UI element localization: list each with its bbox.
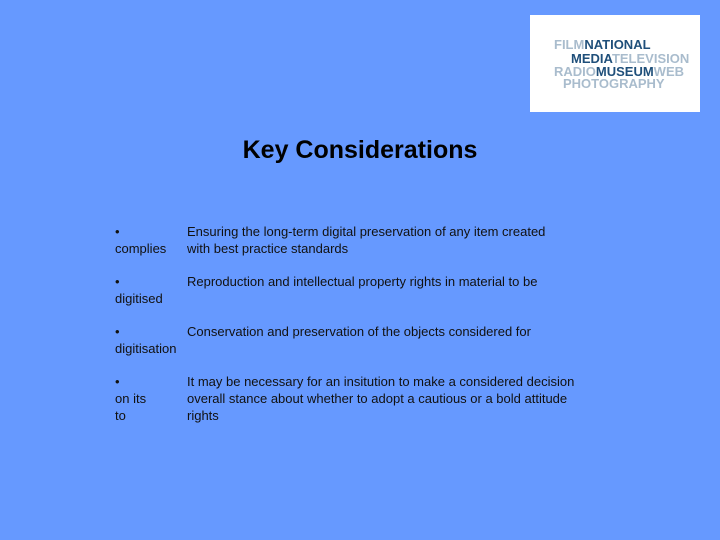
bullet-left-text: digitisation <box>115 341 177 356</box>
logo-line-4: PHOTOGRAPHY <box>563 76 665 91</box>
bullet-text-line: overall stance about whether to adopt a cautious or a bold attitude <box>187 391 568 406</box>
bullet-marker: • <box>115 374 120 389</box>
bullet-item <box>115 223 675 257</box>
bullet-list <box>115 223 675 440</box>
bullet-text-line: Ensuring the long-term digital preservation of any item created <box>187 224 546 239</box>
bullet-left-col <box>115 273 185 307</box>
bullet-text <box>187 273 675 307</box>
bullet-marker: • <box>115 224 120 239</box>
bullet-text <box>187 373 675 424</box>
bullet-left-col <box>115 223 185 257</box>
bullet-text <box>187 223 675 257</box>
logo-line-3: RADIOMUSEUMWEB <box>554 64 685 79</box>
bullet-text-line: Conservation and preservation of the objects considered for <box>187 324 531 339</box>
bullet-left-text: to <box>115 408 126 423</box>
logo-wordmark <box>530 15 700 112</box>
bullet-text-spacer <box>187 340 675 357</box>
slide-title: Key Considerations <box>242 136 478 164</box>
bullet-text-line: It may be necessary for an insitution to make a considered decision <box>187 374 575 389</box>
logo-line-1: FILMNATIONAL <box>554 37 651 52</box>
bullet-left-col <box>115 373 185 424</box>
bullet-text-line: Reproduction and intellectual property rights in material to be <box>187 274 538 289</box>
museum-logo <box>530 15 700 112</box>
bullet-item <box>115 323 675 357</box>
bullet-item <box>115 273 675 307</box>
bullet-text-line: rights <box>187 408 219 423</box>
bullet-marker: • <box>115 324 120 339</box>
bullet-item <box>115 373 675 424</box>
bullet-left-text: complies <box>115 241 167 256</box>
bullet-text <box>187 323 675 357</box>
bullet-marker: • <box>115 274 120 289</box>
bullet-left-text: digitised <box>115 291 163 306</box>
logo-line-2: MEDIATELEVISION <box>571 51 690 66</box>
bullet-left-col <box>115 323 185 357</box>
bullet-left-text: on its <box>115 391 147 406</box>
bullet-text-line: with best practice standards <box>187 241 349 256</box>
bullet-text-spacer <box>187 290 675 307</box>
